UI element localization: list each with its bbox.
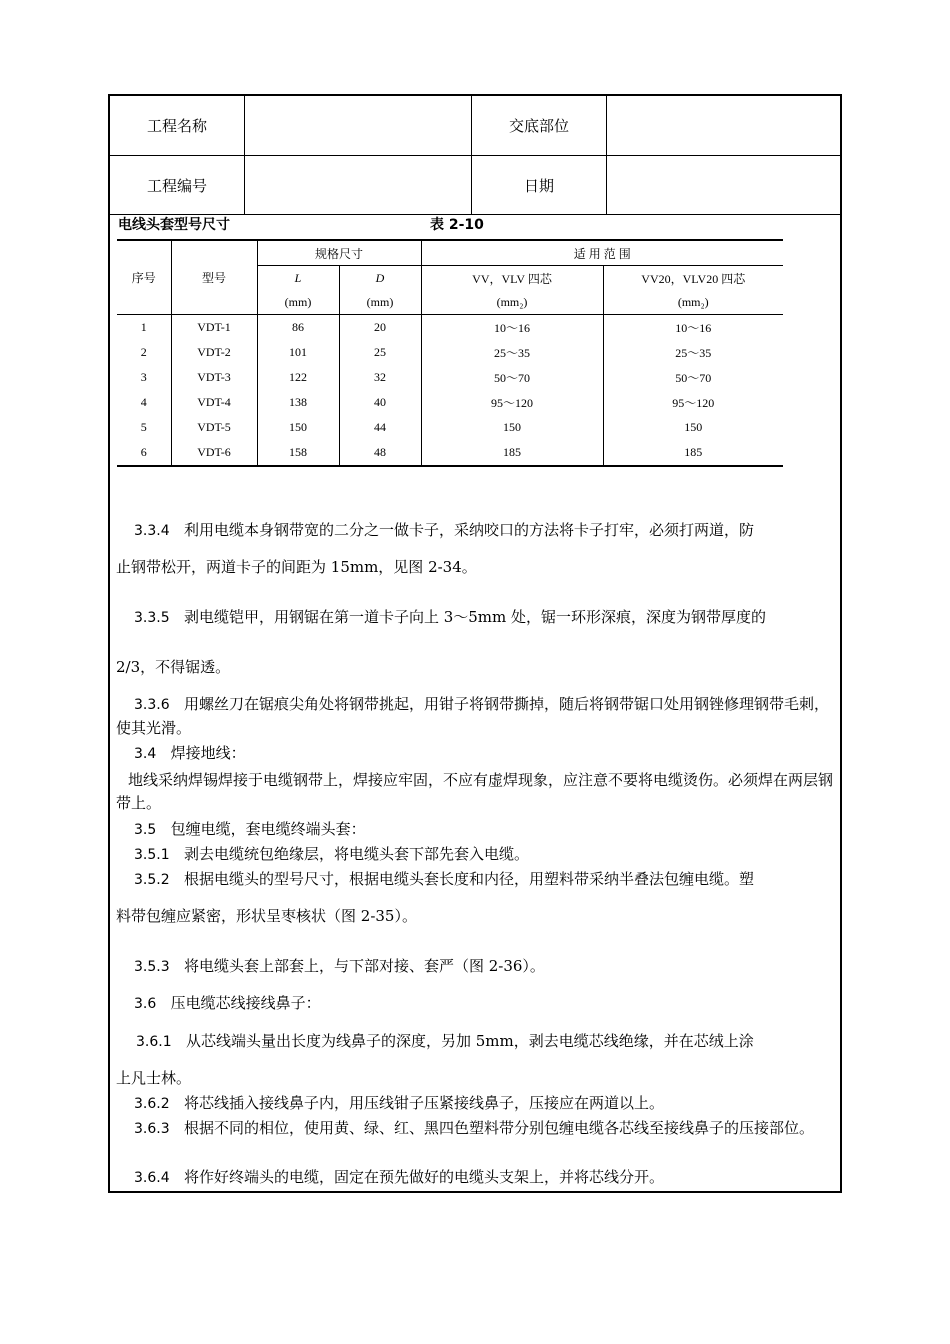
cell-vv: 25～35 bbox=[421, 340, 603, 365]
para-3-6-4: 3.6.4 将作好终端头的电缆，固定在预先做好的电缆头支架上，并将芯线分开。 bbox=[134, 1168, 664, 1186]
para-3-6-2: 3.6.2 将芯线插入接线鼻子内，用压线钳子压紧接线鼻子，压接应在两道以上。 bbox=[134, 1094, 664, 1112]
cell-L: 101 bbox=[257, 340, 339, 365]
cell-no: 5 bbox=[117, 415, 171, 440]
cell-L: 150 bbox=[257, 415, 339, 440]
cell-no: 3 bbox=[117, 365, 171, 390]
cell-no: 4 bbox=[117, 390, 171, 415]
cell-vv: 10～16 bbox=[421, 315, 603, 341]
header-L-unit: (mm) bbox=[257, 290, 339, 315]
cell-L: 138 bbox=[257, 390, 339, 415]
cell-model: VDT-5 bbox=[171, 415, 257, 440]
cell-vv: 95～120 bbox=[421, 390, 603, 415]
cell-model: VDT-6 bbox=[171, 440, 257, 466]
location-label: 交底部位 bbox=[508, 117, 569, 135]
para-3-5-2-line2: 料带包缠应紧密，形状呈枣核状（图 2-35）。 bbox=[116, 907, 417, 925]
header-model: 型号 bbox=[171, 240, 257, 315]
header-vv20: VV20，VLV20 四芯 bbox=[641, 271, 746, 286]
cell-D: 32 bbox=[339, 365, 421, 390]
cell-vv20: 10～16 bbox=[675, 321, 712, 335]
cell-vv20: 50～70 bbox=[675, 371, 712, 385]
header-D-unit: (mm) bbox=[339, 290, 421, 315]
cell-vv20: 185 bbox=[603, 440, 783, 466]
cell-vv: 185 bbox=[421, 440, 603, 466]
cell-model: VDT-2 bbox=[171, 340, 257, 365]
cell-vv: 50～70 bbox=[421, 365, 603, 390]
header-no: 序号 bbox=[117, 240, 171, 315]
cell-vv20: 95～120 bbox=[672, 396, 715, 410]
cell-model: VDT-4 bbox=[171, 390, 257, 415]
para-3-5-2-line1: 3.5.2 根据电缆头的型号尺寸，根据电缆头套长度和内径，用塑料带采纳半叠法包缠电缆。塑 bbox=[134, 870, 754, 888]
cell-no: 1 bbox=[117, 315, 171, 341]
para-3-4: 3.4 焊接地线： bbox=[134, 744, 246, 762]
cell-D: 48 bbox=[339, 440, 421, 466]
cell-model: VDT-3 bbox=[171, 365, 257, 390]
header-vv: VV，VLV 四芯 bbox=[421, 266, 603, 291]
para-3-6: 3.6 压电缆芯线接线鼻子： bbox=[134, 994, 321, 1012]
cell-D: 20 bbox=[339, 315, 421, 341]
table-number: 表 2-10 bbox=[430, 217, 484, 233]
table-title: 电线头套型号尺寸 bbox=[118, 217, 230, 233]
para-3-5: 3.5 包缠电缆，套电缆终端头套： bbox=[134, 820, 366, 838]
header-range: 适 用 范 围 bbox=[421, 240, 783, 266]
project-name-label: 工程名称 bbox=[146, 117, 207, 135]
para-3-3-4-line1: 3.3.4 利用电缆本身钢带宽的二分之一做卡子，采纳咬口的方法将卡子打牢，必须打两道，防 bbox=[134, 521, 754, 539]
cell-L: 86 bbox=[257, 315, 339, 341]
para-3-3-5-line1: 3.3.5 剥电缆铠甲，用钢锯在第一道卡子向上 3～5mm 处，锯一环形深痕，深度为钢带厚度的 bbox=[134, 608, 767, 626]
header-spec: 规格尺寸 bbox=[257, 240, 421, 266]
header-L: L bbox=[257, 266, 339, 291]
para-3-5-1: 3.5.1 剥去电缆统包绝缘层，将电缆头套下部先套入电缆。 bbox=[134, 845, 529, 863]
para-3-3-5-line2: 2/3，不得锯透。 bbox=[116, 658, 231, 676]
header-vv20-unit: (mm₂) bbox=[603, 290, 783, 315]
cell-vv: 150 bbox=[421, 415, 603, 440]
cell-L: 158 bbox=[257, 440, 339, 466]
para-3-4-body: 地线采纳焊锡焊接于电缆钢带上，焊接应牢固，不应有虚焊现象，应注意不要将电缆烫伤。必须焊在两层钢带上。 bbox=[116, 771, 834, 812]
para-3-3-4-line2: 止钢带松开，两道卡子的间距为 15mm，见图 2-34。 bbox=[116, 558, 477, 576]
cell-no: 6 bbox=[117, 440, 171, 466]
cell-vv20: 25～35 bbox=[675, 346, 712, 360]
cell-L: 122 bbox=[257, 365, 339, 390]
para-3-3-6: 3.3.6 用螺丝刀在锯痕尖角处将钢带挑起，用钳子将钢带撕掉，随后将钢带锯口处用钢锉修理钢带毛刺，使其光滑。 bbox=[116, 695, 829, 737]
para-3-6-1-line1: 3.6.1 从芯线端头量出长度为线鼻子的深度，另加 5mm，剥去电缆芯线绝缘，并在芯绒上涂 bbox=[136, 1032, 754, 1050]
cell-D: 44 bbox=[339, 415, 421, 440]
header-D: D bbox=[339, 266, 421, 291]
project-no-label: 工程编号 bbox=[146, 176, 207, 195]
cell-D: 25 bbox=[339, 340, 421, 365]
cell-no: 2 bbox=[117, 340, 171, 365]
cell-model: VDT-1 bbox=[171, 315, 257, 341]
para-3-6-1-line2: 上凡士林。 bbox=[116, 1069, 192, 1087]
cell-D: 40 bbox=[339, 390, 421, 415]
cell-vv20: 150 bbox=[684, 420, 703, 434]
header-vv-unit: (mm₂) bbox=[421, 290, 603, 315]
date-label: 日期 bbox=[523, 176, 554, 195]
para-3-5-3: 3.5.3 将电缆头套上部套上，与下部对接、套严（图 2-36）。 bbox=[134, 957, 545, 975]
para-3-6-3: 3.6.3 根据不同的相位，使用黄、绿、红、黑四色塑料带分别包缠电缆各芯线至接线鼻子的压接部位。 bbox=[134, 1119, 814, 1137]
